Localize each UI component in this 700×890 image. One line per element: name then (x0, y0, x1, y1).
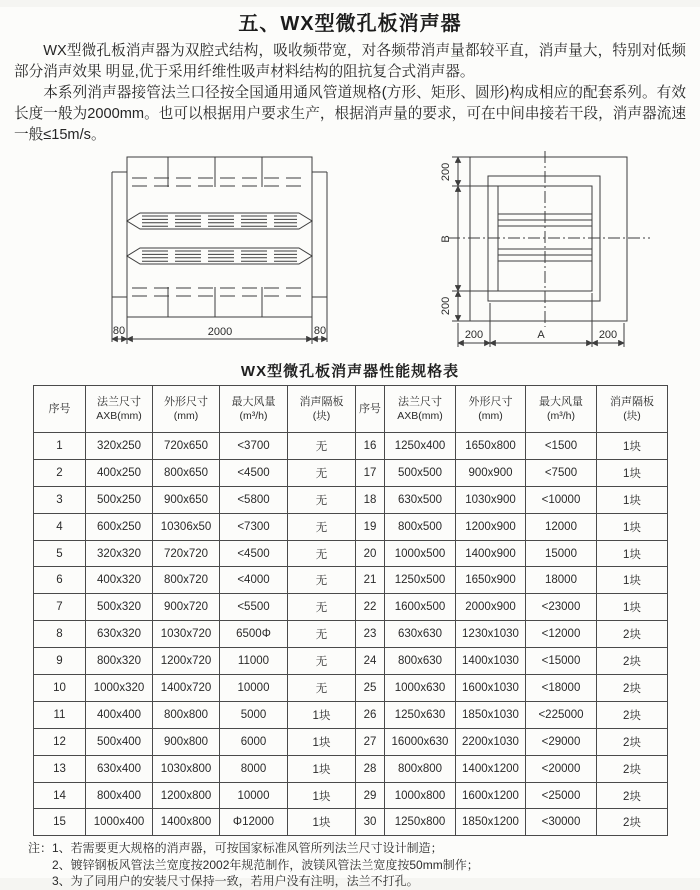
table-cell: 3 (34, 486, 86, 513)
footnotes (28, 840, 700, 890)
table-cell: 320x320 (86, 540, 153, 567)
column-header: 外形尺寸 (mm) (153, 386, 220, 433)
table-cell: 无 (288, 621, 356, 648)
column-header: 序号 (356, 386, 385, 433)
dim-label-2000: 2000 (207, 326, 233, 338)
table-cell: 2块 (597, 675, 668, 702)
table-cell: 1600x1030 (456, 675, 526, 702)
table-cell: 800x800 (385, 755, 456, 782)
table-cell: 7 (34, 594, 86, 621)
table-cell: 1块 (597, 459, 668, 486)
table-cell: 23 (356, 621, 385, 648)
table-cell: 4 (34, 513, 86, 540)
table-cell: <10000 (526, 486, 597, 513)
spec-table (33, 385, 668, 836)
table-cell: 无 (288, 567, 356, 594)
dim-label-200-top: 200 (440, 162, 452, 182)
dim-label-B: B (440, 235, 452, 243)
table-cell: 400x400 (86, 701, 153, 728)
table-cell: 无 (288, 486, 356, 513)
table-cell: 2块 (597, 648, 668, 675)
table-cell: 1600x500 (385, 594, 456, 621)
column-header: 消声隔板 (块) (288, 386, 356, 433)
table-cell: 1 (34, 433, 86, 460)
column-header: 消声隔板 (块) (597, 386, 668, 433)
table-cell: 9 (34, 648, 86, 675)
casing-outline (127, 157, 312, 317)
table-cell: 1000x800 (385, 782, 456, 809)
table-cell: 2000x900 (456, 594, 526, 621)
table-row (34, 594, 668, 621)
table-cell: 13 (34, 755, 86, 782)
table-cell: 1400x800 (153, 809, 220, 836)
note-3: 3、为了同用户的安装尺寸保持一致，若用户没有注明，法兰不打孔。 (52, 874, 419, 889)
table-row (34, 782, 668, 809)
table-row (34, 567, 668, 594)
table-row (34, 433, 668, 460)
table-row (34, 621, 668, 648)
table-cell: 11 (34, 701, 86, 728)
technical-drawings (0, 151, 700, 354)
table-cell: 720x720 (153, 540, 220, 567)
table-cell: <18000 (526, 675, 597, 702)
table-cell: 630x320 (86, 621, 153, 648)
table-cell: <7500 (526, 459, 597, 486)
table-cell: 1400x1200 (456, 755, 526, 782)
table-cell: <15000 (526, 648, 597, 675)
table-cell: 2块 (597, 701, 668, 728)
table-cell: 1230x1030 (456, 621, 526, 648)
table-row (34, 459, 668, 486)
column-header: 外形尺寸 (mm) (456, 386, 526, 433)
table-cell: 400x250 (86, 459, 153, 486)
table-cell: <7300 (220, 513, 288, 540)
table-cell: <5800 (220, 486, 288, 513)
table-cell: 2块 (597, 728, 668, 755)
table-cell: <30000 (526, 809, 597, 836)
column-header: 最大风量 (m³/h) (526, 386, 597, 433)
table-cell: 630x630 (385, 621, 456, 648)
table-cell: 1200x720 (153, 648, 220, 675)
table-cell: 30 (356, 809, 385, 836)
table-cell: 630x500 (385, 486, 456, 513)
table-cell: 1850x1030 (456, 701, 526, 728)
table-cell: 5000 (220, 701, 288, 728)
table-row (34, 755, 668, 782)
table-cell: 27 (356, 728, 385, 755)
table-cell: 22 (356, 594, 385, 621)
table-cell: 无 (288, 540, 356, 567)
table-cell: 1400x720 (153, 675, 220, 702)
table-cell: 800x630 (385, 648, 456, 675)
table-cell: 11000 (220, 648, 288, 675)
table-cell: 1250x400 (385, 433, 456, 460)
table-row (34, 648, 668, 675)
table-cell: 1块 (597, 567, 668, 594)
table-cell: <25000 (526, 782, 597, 809)
table-cell: 10 (34, 675, 86, 702)
table-cell: 无 (288, 648, 356, 675)
table-cell: 15000 (526, 540, 597, 567)
table-cell: 10000 (220, 782, 288, 809)
table-cell: 1650x900 (456, 567, 526, 594)
table-cell: <23000 (526, 594, 597, 621)
table-cell: <4500 (220, 459, 288, 486)
table-cell: 5 (34, 540, 86, 567)
table-cell: <225000 (526, 701, 597, 728)
table-cell: 无 (288, 594, 356, 621)
table-cell: 14 (34, 782, 86, 809)
dim-label-200-bleft: 200 (464, 329, 484, 341)
table-row (34, 728, 668, 755)
table-row (34, 486, 668, 513)
table-cell: 8000 (220, 755, 288, 782)
table-cell: 1块 (288, 809, 356, 836)
table-cell: 26 (356, 701, 385, 728)
table-cell: 1000x630 (385, 675, 456, 702)
table-title: WX型微孔板消声器性能规格表 (240, 363, 460, 380)
table-cell: 1030x900 (456, 486, 526, 513)
dim-label-200-bottom: 200 (440, 296, 452, 316)
table-cell: 1000x400 (86, 809, 153, 836)
note-2: 2、镀锌钢板风管法兰宽度按2002年规范制作，波镁风管法兰宽度按50mm制作； (52, 857, 479, 872)
table-cell: 1块 (288, 755, 356, 782)
table-cell: 25 (356, 675, 385, 702)
column-header: 序号 (34, 386, 86, 433)
table-cell: 1块 (597, 513, 668, 540)
dim-label-80-left: 80 (112, 325, 126, 337)
table-cell: 2块 (597, 809, 668, 836)
table-cell: <4000 (220, 567, 288, 594)
column-header: 法兰尺寸 AXB(mm) (86, 386, 153, 433)
intro-paragraph-1: WX型微孔板消声器为双腔式结构，吸收频带宽，对各频带消声量都较平直，消声量大，特别对低频部分消声效果 明显,优于采用纤维性吸声材料结构的阻抗复合式消声器。 (14, 43, 686, 80)
table-cell: 500x320 (86, 594, 153, 621)
table-cell: 500x400 (86, 728, 153, 755)
table-row (34, 513, 668, 540)
intro-paragraph-2: 本系列消声器接管法兰口径按全国通用通风管道规格(方形、矩形、圆形)构成相应的配套系列。有效长度一般为2000mm。也可以根据用户要求生产，根据消声量的要求，可在中间串接若干段，消声器流速一般≤15m/s。 (14, 85, 686, 143)
table-cell: 900x800 (153, 728, 220, 755)
spec-table-header (34, 386, 668, 433)
table-cell: 800x650 (153, 459, 220, 486)
table-cell: 800x720 (153, 567, 220, 594)
table-cell: 20 (356, 540, 385, 567)
table-cell: 800x800 (153, 701, 220, 728)
table-cell: 500x500 (385, 459, 456, 486)
table-cell: 1块 (597, 433, 668, 460)
table-cell: 16 (356, 433, 385, 460)
table-cell: 1块 (597, 486, 668, 513)
table-cell: <12000 (526, 621, 597, 648)
table-cell: 900x900 (456, 459, 526, 486)
table-cell: 无 (288, 433, 356, 460)
table-cell: 1000x320 (86, 675, 153, 702)
table-cell: 2200x1030 (456, 728, 526, 755)
note-1: 注：1、若需要更大规格的消声器，可按国家标准风管所列法兰尺寸设计制造； (28, 841, 443, 856)
table-cell: 10000 (220, 675, 288, 702)
table-cell: 10306x50 (153, 513, 220, 540)
table-cell: 1块 (288, 701, 356, 728)
page-title: 五、WX型微孔板消声器 (238, 13, 462, 35)
table-cell: 16000x630 (385, 728, 456, 755)
table-cell: 1400x900 (456, 540, 526, 567)
table-cell: 6000 (220, 728, 288, 755)
table-cell: 1000x500 (385, 540, 456, 567)
table-row (34, 809, 668, 836)
table-row (34, 675, 668, 702)
table-cell: 12 (34, 728, 86, 755)
table-cell: 29 (356, 782, 385, 809)
document-page (0, 7, 700, 889)
table-cell: 900x650 (153, 486, 220, 513)
table-cell: 6 (34, 567, 86, 594)
table-cell: 900x720 (153, 594, 220, 621)
table-cell: 400x320 (86, 567, 153, 594)
table-cell: 2块 (597, 782, 668, 809)
table-cell: 630x400 (86, 755, 153, 782)
table-cell: <4500 (220, 540, 288, 567)
table-cell: 1030x800 (153, 755, 220, 782)
table-cell: 2块 (597, 621, 668, 648)
table-cell: 1200x800 (153, 782, 220, 809)
table-cell: 800x400 (86, 782, 153, 809)
table-cell: 1200x900 (456, 513, 526, 540)
table-cell: 1块 (288, 782, 356, 809)
table-cell: 1650x800 (456, 433, 526, 460)
table-cell: 1250x500 (385, 567, 456, 594)
table-row (34, 701, 668, 728)
table-cell: 12000 (526, 513, 597, 540)
column-header: 法兰尺寸 AXB(mm) (385, 386, 456, 433)
spec-table-body (34, 433, 668, 836)
table-cell: 2块 (597, 755, 668, 782)
table-cell: Φ12000 (220, 809, 288, 836)
table-cell: 1400x1030 (456, 648, 526, 675)
table-cell: 1块 (597, 540, 668, 567)
table-cell: 28 (356, 755, 385, 782)
table-cell: 1850x1200 (456, 809, 526, 836)
table-cell: 18000 (526, 567, 597, 594)
table-cell: 1250x630 (385, 701, 456, 728)
silencer-front-view-drawing (408, 151, 700, 354)
table-cell: 1250x800 (385, 809, 456, 836)
table-cell: 15 (34, 809, 86, 836)
table-cell: 1600x1200 (456, 782, 526, 809)
dim-label-200-bright: 200 (598, 329, 618, 341)
column-header: 最大风量 (m³/h) (220, 386, 288, 433)
table-cell: 500x250 (86, 486, 153, 513)
table-cell: 1块 (288, 728, 356, 755)
table-cell: <20000 (526, 755, 597, 782)
dim-label-80-right: 80 (313, 325, 327, 337)
table-cell: 19 (356, 513, 385, 540)
table-cell: 无 (288, 675, 356, 702)
table-row (34, 540, 668, 567)
outer-casing (470, 157, 627, 321)
table-cell: 18 (356, 486, 385, 513)
table-cell: 800x320 (86, 648, 153, 675)
table-cell: 无 (288, 459, 356, 486)
table-cell: 无 (288, 513, 356, 540)
table-cell: 320x250 (86, 433, 153, 460)
table-cell: 800x500 (385, 513, 456, 540)
table-cell: 17 (356, 459, 385, 486)
table-cell: <1500 (526, 433, 597, 460)
table-cell: 21 (356, 567, 385, 594)
table-cell: 600x250 (86, 513, 153, 540)
table-cell: <29000 (526, 728, 597, 755)
silencer-side-view-drawing (70, 151, 342, 351)
table-cell: 8 (34, 621, 86, 648)
table-cell: 6500Φ (220, 621, 288, 648)
table-cell: <3700 (220, 433, 288, 460)
intro-text (14, 41, 686, 146)
table-cell: 24 (356, 648, 385, 675)
table-cell: 1块 (597, 594, 668, 621)
dim-label-A: A (537, 329, 545, 341)
table-cell: 1030x720 (153, 621, 220, 648)
table-cell: 720x650 (153, 433, 220, 460)
table-cell: <5500 (220, 594, 288, 621)
table-cell: 2 (34, 459, 86, 486)
